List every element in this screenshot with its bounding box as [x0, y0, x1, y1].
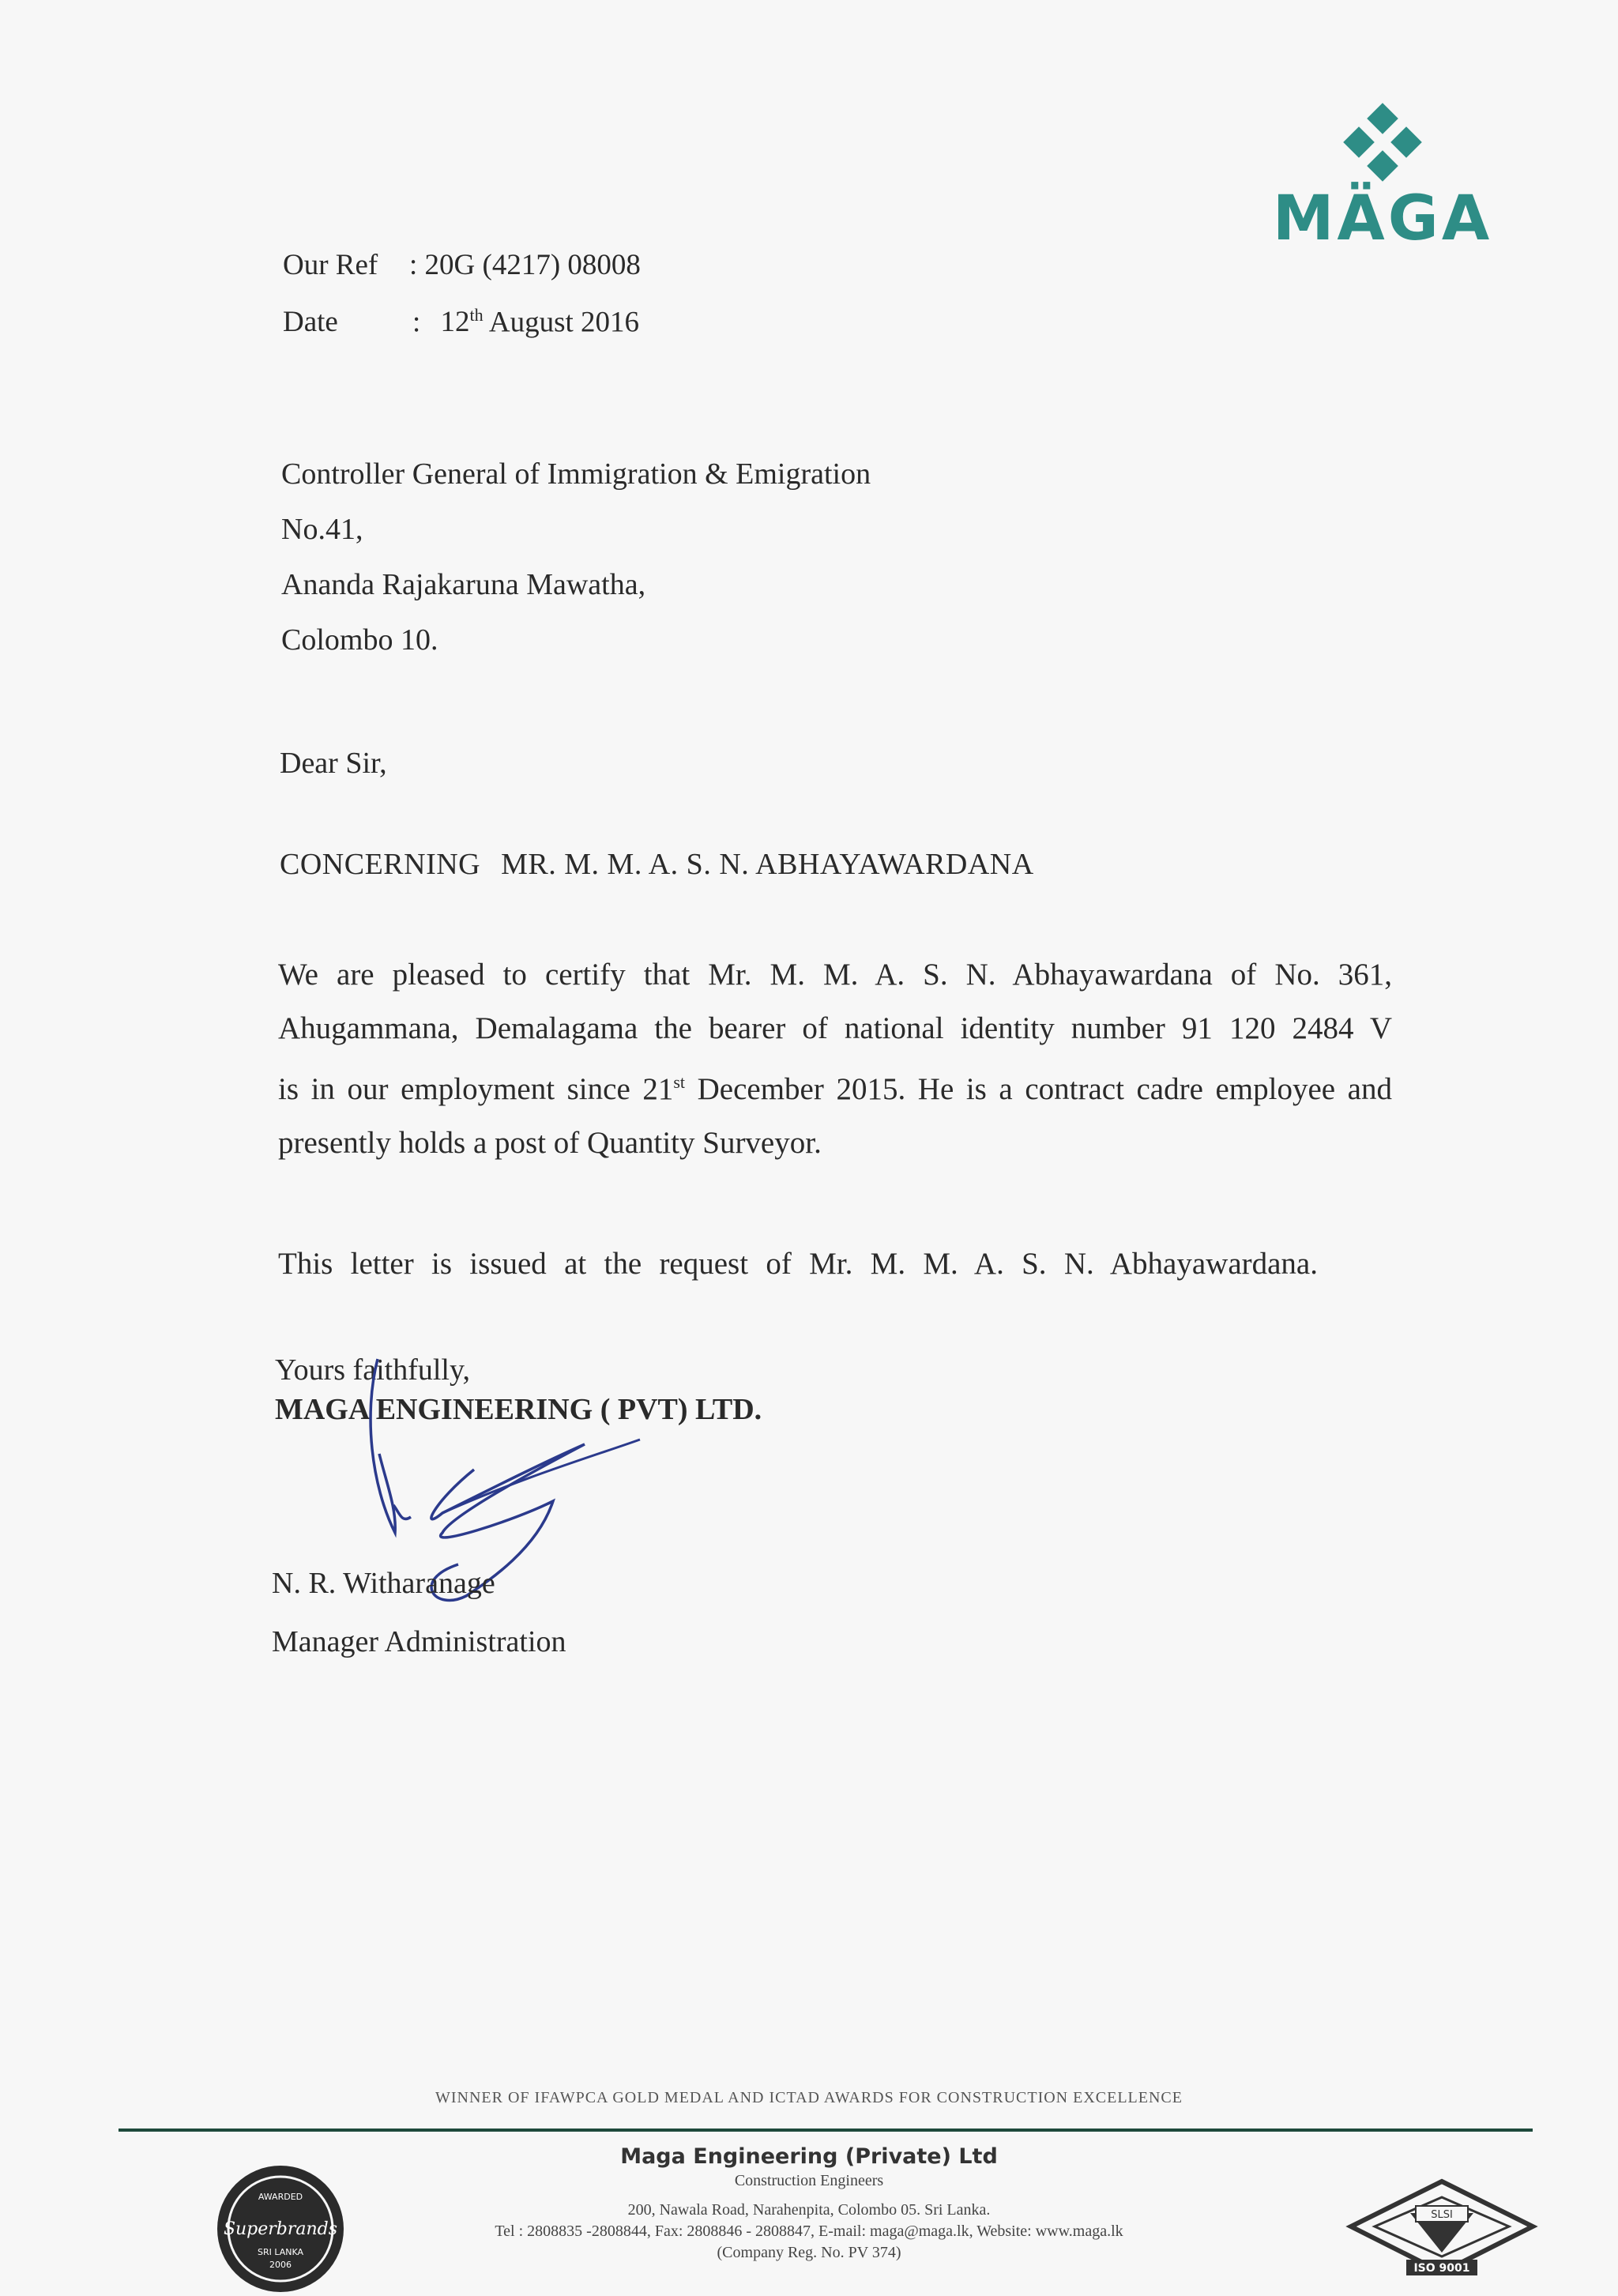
date-ordinal: th	[469, 305, 484, 325]
date-day: 12	[440, 306, 470, 339]
subject-prefix: CONCERNING	[280, 848, 481, 881]
date-label: Date	[283, 306, 338, 338]
company-logo	[1264, 103, 1501, 254]
address-line-3: Ananda Rajakaruna Mawatha,	[281, 568, 646, 601]
salutation: Dear Sir,	[280, 747, 387, 780]
body-paragraph-2	[278, 1237, 1318, 1291]
body-paragraph-1	[278, 948, 1392, 1170]
body-paragraph-2-text: This letter is issued at the request of Mr. M. M. A. S. N. Abhayawardana.	[278, 1247, 1318, 1281]
signatory-name: N. R. Witharanage	[272, 1567, 495, 1600]
footer-subtitle: Construction Engineers	[734, 2172, 884, 2189]
badge-superbrands: Superbrands	[223, 2219, 338, 2239]
body-line-3b: December 2015. He is a contract cadre employee and	[685, 1072, 1392, 1106]
body-line-1: We are pleased to certify that Mr. M. M. A. S. N. Abhayawardana of No. 361,	[278, 958, 1392, 992]
body-line-2: Ahugammana, Demalagama the bearer of national identity number 91 120 2484 V	[278, 1011, 1392, 1045]
diamond-logo-icon	[1343, 103, 1422, 182]
address-line-4: Colombo 10.	[281, 623, 438, 657]
footer-registration: (Company Reg. No. PV 374)	[717, 2244, 901, 2261]
body-line-4: presently holds a post of Quantity Surveyor.	[278, 1126, 822, 1160]
date-month-year: August 2016	[488, 306, 640, 339]
superbrands-badge-icon	[213, 2162, 348, 2296]
logo-wordmark: MÄGA	[1272, 183, 1493, 254]
badge-iso: ISO 9001	[1413, 2262, 1470, 2275]
footer-address: 200, Nawala Road, Narahenpita, Colombo 05. Sri Lanka.	[627, 2201, 991, 2219]
ref-value: : 20G (4217) 08008	[409, 249, 641, 281]
body-line-3	[278, 1056, 1392, 1116]
footer-divider	[119, 2129, 1533, 2132]
body-line-3-ordinal: st	[673, 1072, 686, 1092]
body-line-3a: is in our employment since 21	[278, 1072, 674, 1106]
date-colon: :	[412, 306, 421, 339]
address-line-1: Controller General of Immigration & Emigration	[281, 457, 871, 491]
badge-year: 2006	[269, 2260, 292, 2270]
awards-tagline: WINNER OF IFAWPCA GOLD MEDAL AND ICTAD AWARDS FOR CONSTRUCTION EXCELLENCE	[435, 2089, 1183, 2106]
signatory-title: Manager Administration	[272, 1625, 566, 1658]
address-line-2: No.41,	[281, 513, 363, 546]
badge-slsi: SLSI	[1431, 2209, 1453, 2221]
subject-name: MR. M. M. A. S. N. ABHAYAWARDANA	[501, 848, 1034, 881]
badge-sri-lanka: SRI LANKA	[257, 2247, 304, 2257]
ref-label: Our Ref	[283, 249, 378, 281]
badge-awarded: AWARDED	[258, 2192, 303, 2202]
slsi-iso-badge-icon	[1343, 2177, 1541, 2280]
valediction: Yours faithfully,	[275, 1353, 471, 1387]
date-value	[412, 305, 639, 339]
subject-line	[280, 847, 1034, 882]
footer-company-name: Maga Engineering (Private) Ltd	[620, 2144, 998, 2169]
company-name: MAGA ENGINEERING ( PVT) LTD.	[275, 1393, 762, 1426]
footer-contact: Tel : 2808835 -2808844, Fax: 2808846 - 2808847, E-mail: maga@maga.lk, Website: www.maga.lk	[495, 2223, 1123, 2240]
